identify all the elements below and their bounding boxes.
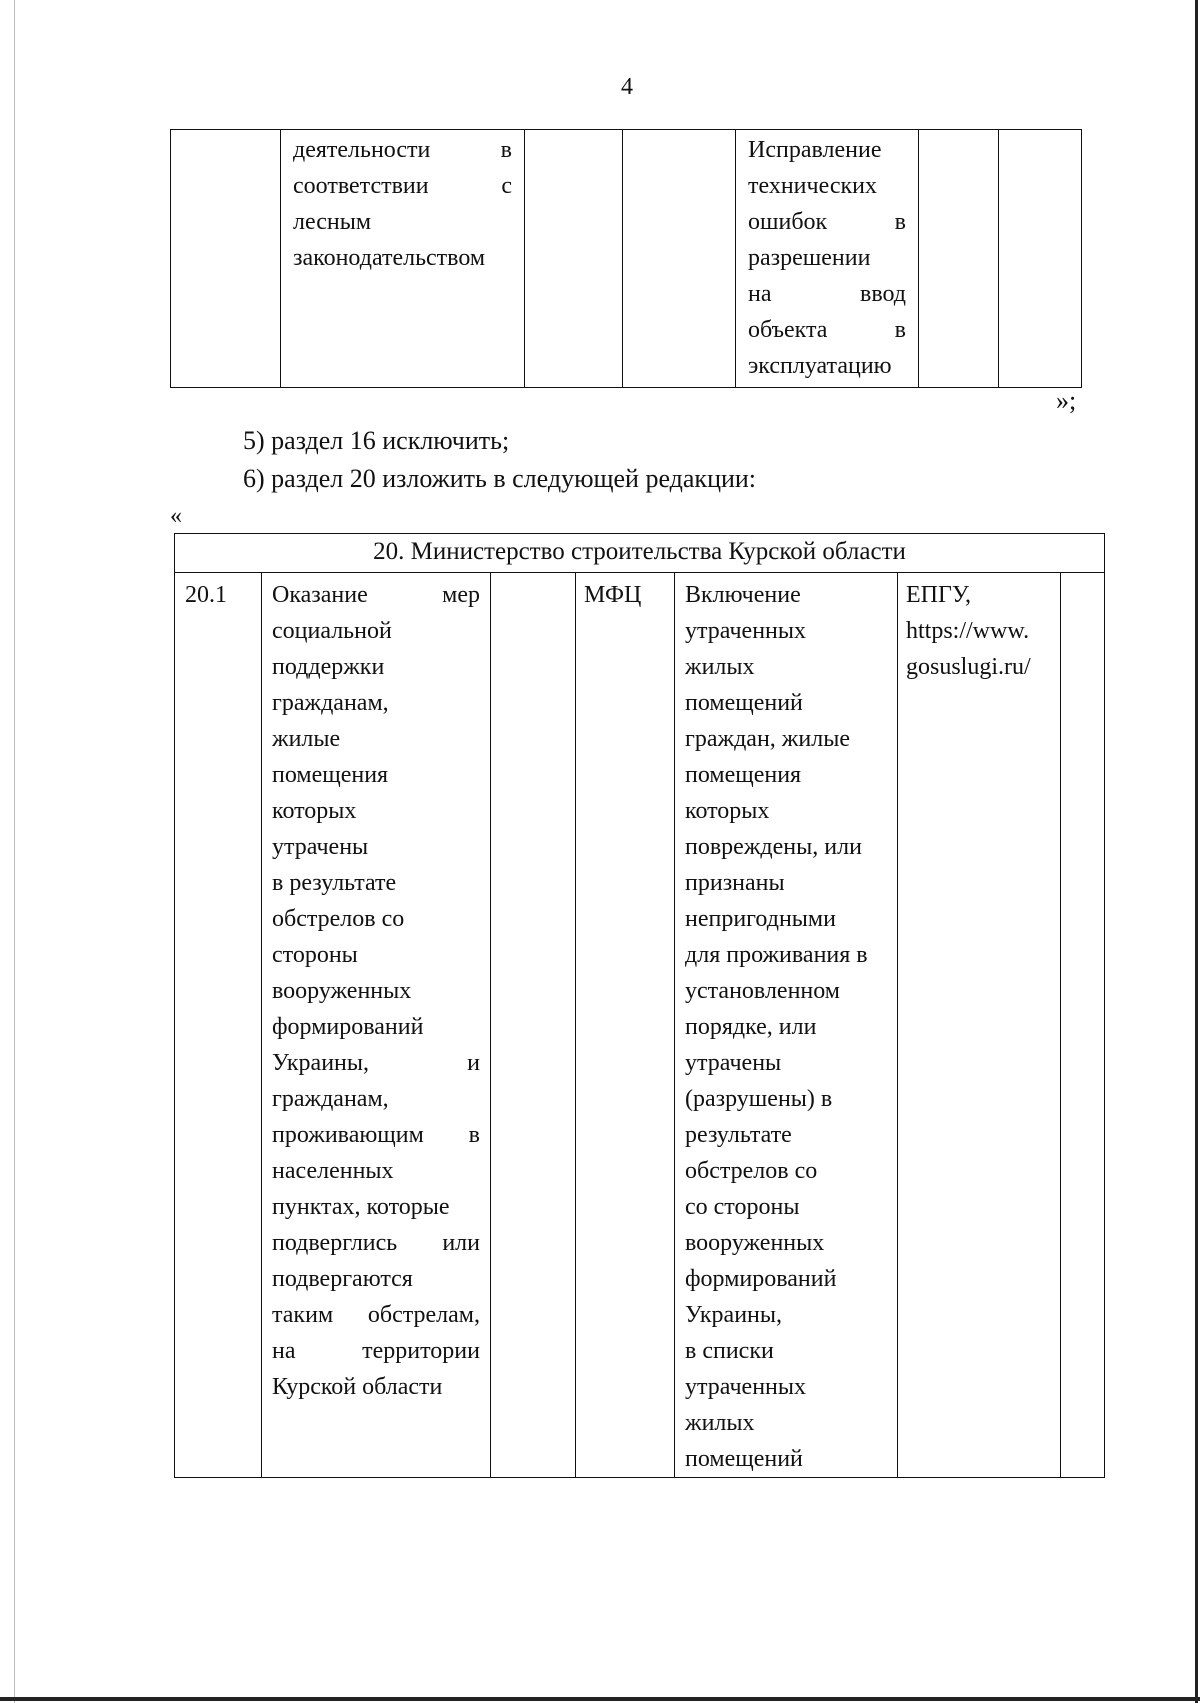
cell-empty-4 (623, 130, 736, 388)
subservice-line: граждан, жилые (685, 726, 850, 752)
subservice-line: формирований (685, 1266, 837, 1292)
service-name-line: в результате (272, 870, 397, 896)
portal-line: gosuslugi.ru/ (906, 654, 1031, 680)
section-20-table (174, 533, 1105, 1478)
service-name-text (293, 132, 512, 276)
service-name-line: вооруженных (272, 978, 412, 1004)
subservice-line: эксплуатацию (748, 353, 892, 379)
page-number: 4 (621, 74, 633, 100)
subservice-line: технических (748, 173, 877, 199)
subservice-line: разрешении (748, 245, 871, 271)
service-number: 20.1 (185, 582, 227, 608)
service-name-line: гражданам, (272, 690, 389, 716)
scan-edge-left (14, 0, 15, 1703)
subservice-line: в списки (685, 1338, 774, 1364)
subservice-line: (разрушены) в (685, 1086, 833, 1112)
subservice-line: объекта в (748, 317, 906, 343)
cell-number (171, 130, 281, 388)
subservice-line: жилых (685, 654, 755, 680)
closing-quote: »; (1056, 386, 1077, 415)
service-name-line: Украины, и (272, 1050, 480, 1076)
service-name-line: поддержки (272, 654, 385, 680)
subservice-line: непригодными (685, 906, 836, 932)
subservice-text (748, 132, 906, 384)
service-name-line: Оказание мер (272, 582, 480, 608)
service-name-line: проживающим в (272, 1122, 480, 1148)
cell-portal (898, 573, 1061, 1478)
portal-line: https://www. (906, 618, 1030, 644)
subservice-line: порядке, или (685, 1014, 817, 1040)
cell-empty-7 (1061, 573, 1105, 1478)
continuation-row (171, 130, 1082, 388)
service-name-line: населенных (272, 1158, 394, 1184)
service-name-text (272, 577, 480, 1405)
subservice-line: для проживания в (685, 942, 868, 968)
service-name-line: подвергаются (272, 1266, 413, 1292)
service-name-line: помещения (272, 762, 389, 788)
paragraph-6: 6) раздел 20 изложить в следующей редакции: (243, 464, 757, 493)
portal-text (906, 577, 1058, 685)
subservice-line: результате (685, 1122, 792, 1148)
service-name-line: законодательством (293, 245, 486, 271)
service-name-line: Курской области (272, 1374, 443, 1400)
cell-empty-3 (525, 130, 623, 388)
subservice-line: установленном (685, 978, 840, 1004)
portal-line: ЕПГУ, (906, 582, 971, 608)
cell-service-name (281, 130, 525, 388)
service-name-line: деятельности в (293, 137, 512, 163)
subservice-line: жилых (685, 1410, 755, 1436)
subservice-line: помещений (685, 1446, 803, 1472)
cell-empty-6 (919, 130, 999, 388)
scan-edge-right (1195, 0, 1198, 1703)
subservice-line: утрачены (685, 1050, 782, 1076)
paragraph-5: 5) раздел 16 исключить; (243, 426, 510, 455)
cell-number (175, 573, 262, 1478)
section-heading: 20. Министерство строительства Курской области (175, 534, 1105, 573)
cell-subservice (675, 573, 898, 1478)
service-name-line: пунктах, которые (272, 1194, 450, 1220)
service-name-line: гражданам, (272, 1086, 389, 1112)
cell-service-name (262, 573, 491, 1478)
service-name-line: которых (272, 798, 357, 824)
service-name-line: соответствии с (293, 173, 512, 199)
subservice-line: помещения (685, 762, 802, 788)
service-name-line: на территории (272, 1338, 480, 1364)
cell-empty-3 (491, 573, 576, 1478)
subservice-line: Включение (685, 582, 801, 608)
subservice-line: со стороны (685, 1194, 800, 1220)
service-name-line: жилые (272, 726, 341, 752)
service-name-line: подверглись или (272, 1230, 480, 1256)
subservice-line: вооруженных (685, 1230, 825, 1256)
cell-empty-7 (999, 130, 1082, 388)
service-name-line: таким обстрелам, (272, 1302, 480, 1328)
continuation-table (170, 129, 1082, 388)
subservice-line: Исправление (748, 137, 882, 163)
subservice-line: на ввод (748, 281, 906, 307)
subservice-line: утраченных (685, 618, 807, 644)
channel-text: МФЦ (584, 582, 642, 608)
cell-channel (576, 573, 675, 1478)
opening-quote: « (170, 503, 182, 529)
subservice-text (685, 577, 895, 1477)
subservice-line: повреждены, или (685, 834, 862, 860)
subservice-line: Украины, (685, 1302, 783, 1328)
subservice-line: утраченных (685, 1374, 807, 1400)
subservice-line: которых (685, 798, 770, 824)
scan-edge-bottom (0, 1697, 1200, 1701)
service-name-line: социальной (272, 618, 392, 644)
service-row (175, 573, 1105, 1478)
service-name-line: формирований (272, 1014, 424, 1040)
subservice-line: признаны (685, 870, 785, 896)
service-name-line: обстрелов со (272, 906, 405, 932)
subservice-line: помещений (685, 690, 803, 716)
subservice-line: ошибок в (748, 209, 906, 235)
service-name-line: лесным (293, 209, 372, 235)
subservice-line: обстрелов со (685, 1158, 818, 1184)
cell-subservice (736, 130, 919, 388)
service-name-line: стороны (272, 942, 358, 968)
service-name-line: утрачены (272, 834, 369, 860)
